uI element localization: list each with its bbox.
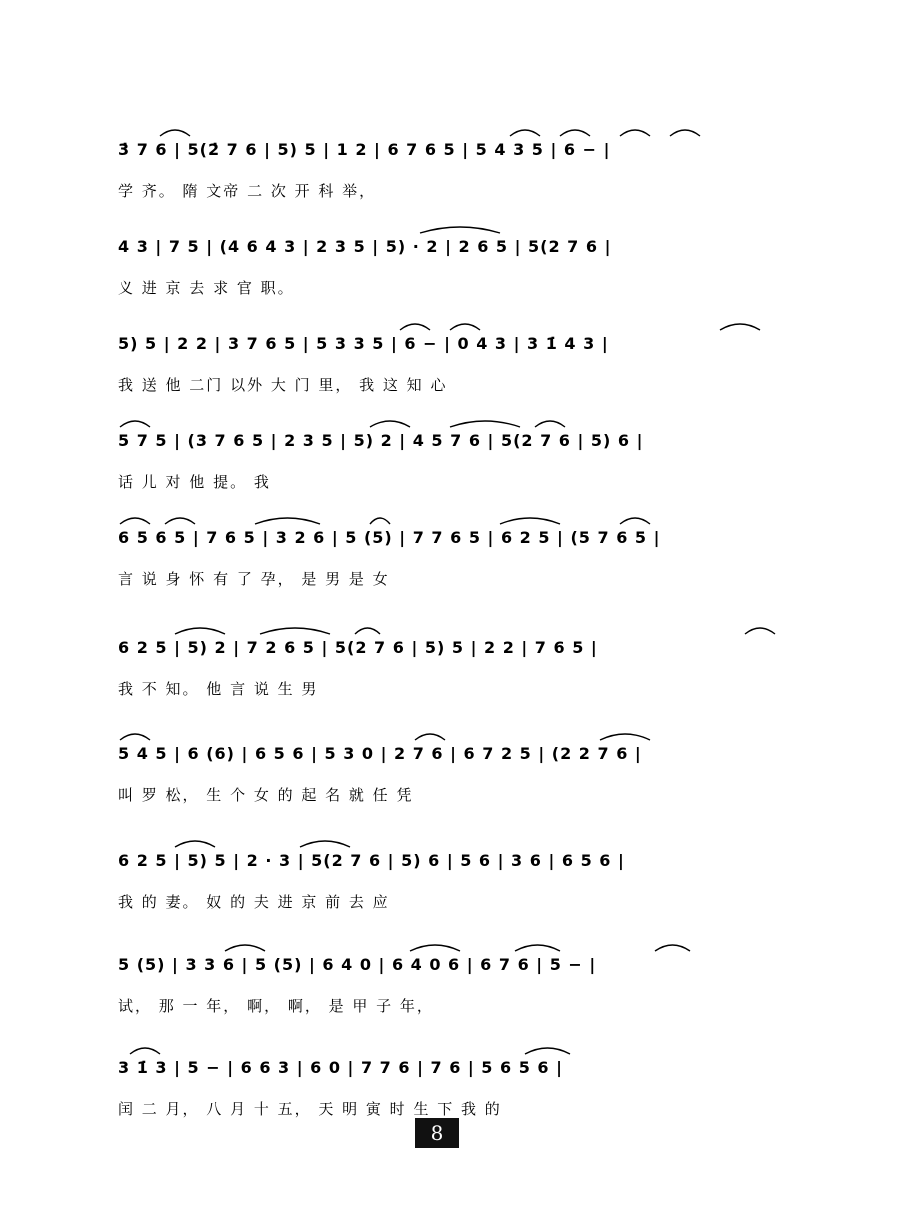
score-system-4 xyxy=(0,431,898,541)
score-system-2 xyxy=(0,237,898,347)
lyrics-line: 我 送 他 二门 以外 大 门 里， 我 这 知 心 xyxy=(118,376,448,394)
notation-line: 5 4 5 | 6 (6) | 6 5 6 | 5 3 0 | 2 7 6 | 6 7 2 5 | (2 2 7 6 | xyxy=(118,744,642,763)
lyrics-line: 言 说 身 怀 有 了 孕， 是 男 是 女 xyxy=(118,570,390,588)
notation-line: 4 3 | 7 5 | (4 6 4 3 | 2 3 5 | 5) · 2 | 2 6 5 | 5(2 7 6 | xyxy=(118,237,612,256)
lyrics-line: 闰 二 月， 八 月 十 五， 天 明 寅 时 生 下 我 的 xyxy=(118,1100,502,1118)
notation-line: 3 1̇ 3 | 5 − | 6 6 3 | 6 0 | 7 7 6 | 7 6 | 5 6 5 6 | xyxy=(118,1058,563,1077)
notation-line: 5) 5 | 2 2 | 3 7 6 5 | 5 3 3 5 | 6 − | 0 4 3 | 3 1̇ 4 3 | xyxy=(118,334,609,353)
score-system-3 xyxy=(0,334,898,444)
slur-arc xyxy=(670,130,700,136)
slur-arc xyxy=(160,130,190,136)
lyrics-line: 我 不 知。 他 言 说 生 男 xyxy=(118,680,319,698)
lyrics-line: 义 进 京 去 求 官 职。 xyxy=(118,279,295,297)
score-system-9 xyxy=(0,955,898,1065)
notation-line: 3̇ 7 6 | 5(2̇ 7 6 | 5) 5 | 1 2 | 6 7 6 5 | 5 4 3 5 | 6 − | xyxy=(118,140,611,159)
lyrics-line: 我 的 妻。 奴 的 夫 进 京 前 去 应 xyxy=(118,893,390,911)
slur-arc xyxy=(510,130,540,136)
score-system-10 xyxy=(0,1058,898,1168)
page-number: 8 xyxy=(415,1118,459,1148)
notation-line: 6 2 5 | 5) 2 | 7 2 6 5 | 5(2 7 6 | 5) 5 | 2 2 | 7 6 5 | xyxy=(118,638,598,657)
lyrics-line: 叫 罗 松， 生 个 女 的 起 名 就 任 凭 xyxy=(118,786,414,804)
score-system-6 xyxy=(0,638,898,748)
lyrics-line: 学 齐。 隋 文帝 二 次 开 科 举， xyxy=(118,182,377,200)
score-system-8 xyxy=(0,851,898,961)
notation-line: 5 7 5 | (3 7 6 5 | 2 3 5 | 5) 2 | 4 5 7 6 | 5(2 7 6 | 5) 6 | xyxy=(118,431,644,450)
score-system-1 xyxy=(0,140,898,250)
notation-line: 5 (5) | 3 3 6 | 5 (5) | 6 4 0 | 6 4 0 6 | 6 7 6 | 5 − | xyxy=(118,955,597,974)
notation-line: 6 5 6 5 | 7 6 5 | 3 2 6 | 5 (5) | 7 7 6 5 | 6 2 5 | (5 7 6 5 | xyxy=(118,528,661,547)
slur-arc xyxy=(560,130,590,136)
slur-arc xyxy=(620,130,650,136)
score-system-5 xyxy=(0,528,898,638)
notation-line: 6 2 5 | 5) 5 | 2 · 3 | 5(2 7 6 | 5) 6 | 5 6 | 3 6 | 6 5 6 | xyxy=(118,851,625,870)
lyrics-line: 话 儿 对 他 提。 我 xyxy=(118,473,271,491)
lyrics-line: 试， 那 一 年， 啊， 啊， 是 甲 子 年， xyxy=(118,997,434,1015)
score-system-7 xyxy=(0,744,898,854)
